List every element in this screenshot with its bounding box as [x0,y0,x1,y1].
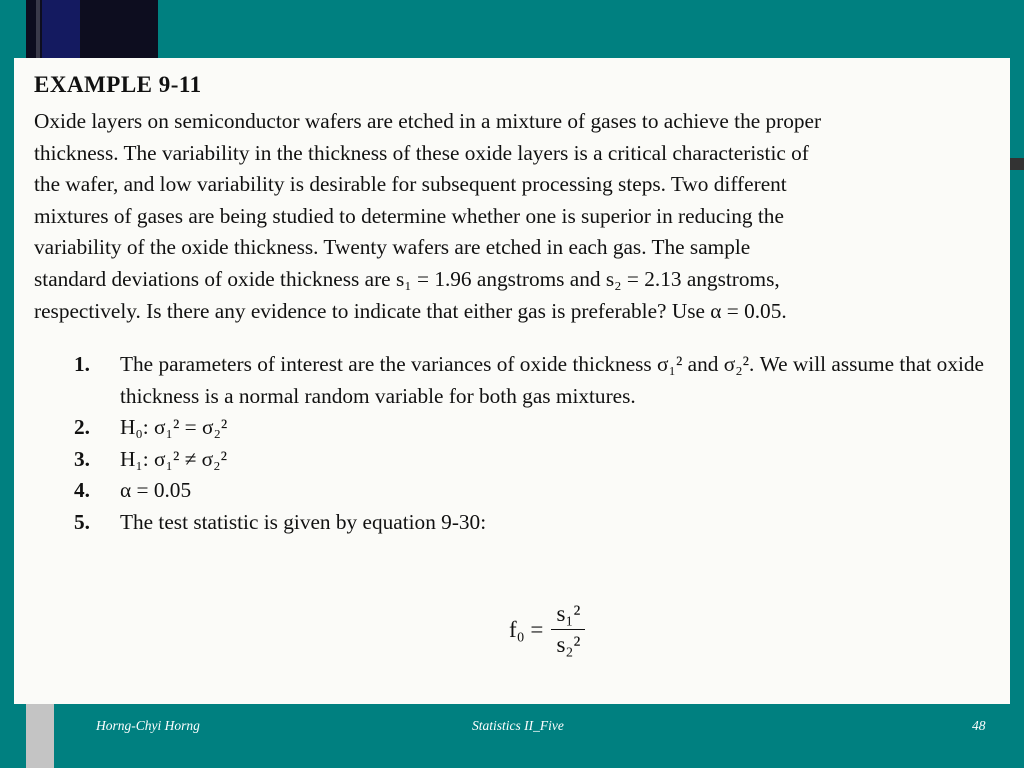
problem-text [34,106,984,327]
step-number: 2. [74,415,90,440]
step-text: The test statistic is given by equation 9-30: [120,509,487,534]
step-number: 1. [74,352,90,376]
step-3 [74,444,984,476]
step-number: 3. [74,446,90,471]
step-4 [74,475,984,507]
solution-scan [14,341,1010,704]
step-1 [74,349,984,412]
footer-course: Statistics II_Five [472,718,564,733]
decor-navy-block [42,0,80,60]
problem-line: thickness. The variability in the thickness of these oxide layers is a critical characteristic of [34,140,809,165]
step-text: H₁: σ₁² ≠ σ₂² [120,446,227,471]
formula-numerator: s₁² [556,601,581,626]
solution-steps [74,349,984,539]
decor-gray-block [26,700,54,768]
fraction-bar [551,629,585,630]
problem-line: respectively. Is there any evidence to indicate that either gas is preferable? Use α = 0.05. [34,298,787,323]
step-text: α = 0.05 [120,478,192,503]
formula-lhs: f₀ = [509,616,544,642]
decor-stripe [36,0,40,60]
step-number: 5. [74,509,90,534]
formula-denominator: s₂² [556,632,581,657]
step-text: H₀: σ₁² = σ₂² [120,415,228,440]
decor-right-mark [1010,158,1024,170]
step-number: 4. [74,478,90,503]
problem-line: the wafer, and low variability is desirable for subsequent processing steps. Two different [34,172,787,197]
problem-line: variability of the oxide thickness. Twenty wafers are etched in each gas. The sample [34,235,751,260]
problem-line: standard deviations of oxide thickness are s₁ = 1.96 angstroms and s₂ = 2.13 angstroms, [34,266,780,291]
example-title: EXAMPLE 9-11 [34,72,202,97]
footer-page-number: 48 [972,718,986,733]
problem-line: Oxide layers on semiconductor wafers are etched in a mixture of gases to achieve the proper [34,109,822,133]
step-text: The parameters of interest are the variances of oxide thickness σ₁² and σ₂². We will assume that oxide thickness is a normal random variable for both gas mixtures. [120,352,984,408]
step-5 [74,507,984,539]
footer-author: Horng-Chyi Horng [96,718,200,733]
problem-scan [14,58,1010,341]
problem-line: mixtures of gases are being studied to determine whether one is superior in reducing the [34,203,784,228]
test-statistic-formula [509,601,585,658]
step-2 [74,412,984,444]
formula-fraction [551,601,585,658]
